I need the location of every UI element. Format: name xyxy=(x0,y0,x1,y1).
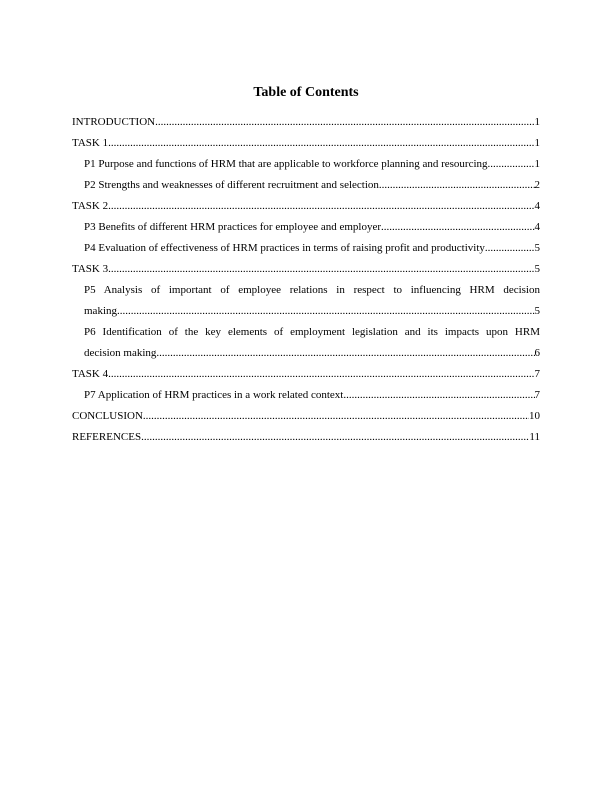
toc-entry-page: 1 xyxy=(534,116,540,128)
toc-entry-p1[interactable] xyxy=(72,154,540,175)
dot-leader xyxy=(485,238,535,259)
toc-entry-page: 10 xyxy=(529,410,540,422)
dot-leader xyxy=(381,217,534,238)
toc-entry-page: 2 xyxy=(534,179,540,191)
toc-entry-p7[interactable] xyxy=(72,385,540,406)
toc-entry-label-line1: P5 Analysis of important of employee relations in respect to influencing HRM decision xyxy=(84,284,540,296)
dot-leader xyxy=(156,343,534,364)
dot-leader xyxy=(155,112,534,133)
dot-leader xyxy=(343,385,534,406)
toc-entry-page: 5 xyxy=(534,242,540,254)
toc-entry-label-line2: making xyxy=(84,305,117,317)
dot-leader xyxy=(117,301,535,322)
toc-entry-page: 4 xyxy=(534,221,540,233)
toc-entry-introduction[interactable] xyxy=(72,112,540,133)
toc-list xyxy=(72,112,540,448)
toc-title: Table of Contents xyxy=(253,85,359,100)
toc-entry-label-line1: P6 Identification of the key elements of employment legislation and its impacts upon HRM xyxy=(84,326,540,338)
toc-entry-label: P7 Application of HRM practices in a work related context xyxy=(84,389,344,401)
toc-entry-task-2[interactable] xyxy=(72,196,540,217)
toc-entry-label: TASK 2 xyxy=(72,200,109,212)
toc-entry-label: REFERENCES xyxy=(72,431,142,443)
dot-leader xyxy=(108,196,534,217)
dot-leader xyxy=(141,427,529,448)
toc-entry-page: 7 xyxy=(534,368,540,380)
toc-entry-label: P4 Evaluation of effectiveness of HRM practices in terms of raising profit and productivity xyxy=(84,242,485,254)
toc-entry-p5[interactable] xyxy=(72,280,540,322)
toc-entry-p6[interactable] xyxy=(72,322,540,364)
dot-leader xyxy=(488,154,535,175)
toc-entry-page: 1 xyxy=(534,137,540,149)
toc-entry-page: 6 xyxy=(534,347,540,359)
toc-entry-label: TASK 3 xyxy=(72,263,109,275)
toc-entry-label: CONCLUSION xyxy=(72,410,143,422)
toc-entry-task-3[interactable] xyxy=(72,259,540,280)
toc-entry-label-line2: decision making xyxy=(84,347,157,359)
toc-entry-p2[interactable] xyxy=(72,175,540,196)
dot-leader xyxy=(108,133,534,154)
toc-entry-label: INTRODUCTION xyxy=(72,116,156,128)
toc-entry-label: P3 Benefits of different HRM practices for employee and employer xyxy=(84,221,382,233)
toc-entry-page: 4 xyxy=(534,200,540,212)
toc-entry-label: TASK 1 xyxy=(72,137,109,149)
toc-entry-page: 11 xyxy=(529,431,540,443)
toc-entry-page: 5 xyxy=(534,305,540,317)
toc-entry-p4[interactable] xyxy=(72,238,540,259)
toc-entry-references[interactable] xyxy=(72,427,540,448)
toc-entry-label: TASK 4 xyxy=(72,368,109,380)
toc-entry-conclusion[interactable] xyxy=(72,406,540,427)
dot-leader xyxy=(379,175,535,196)
dot-leader xyxy=(143,406,529,427)
dot-leader xyxy=(108,364,534,385)
toc-entry-label: P1 Purpose and functions of HRM that are applicable to workforce planning and resourcing xyxy=(84,158,488,170)
toc-entry-page: 7 xyxy=(534,389,540,401)
toc-entry-page: 5 xyxy=(534,263,540,275)
dot-leader xyxy=(108,259,534,280)
toc-entry-task-4[interactable] xyxy=(72,364,540,385)
toc-entry-p3[interactable] xyxy=(72,217,540,238)
toc-entry-page: 1 xyxy=(534,158,540,170)
toc-entry-task-1[interactable] xyxy=(72,133,540,154)
toc-entry-label: P2 Strengths and weaknesses of different recruitment and selection xyxy=(84,179,379,191)
